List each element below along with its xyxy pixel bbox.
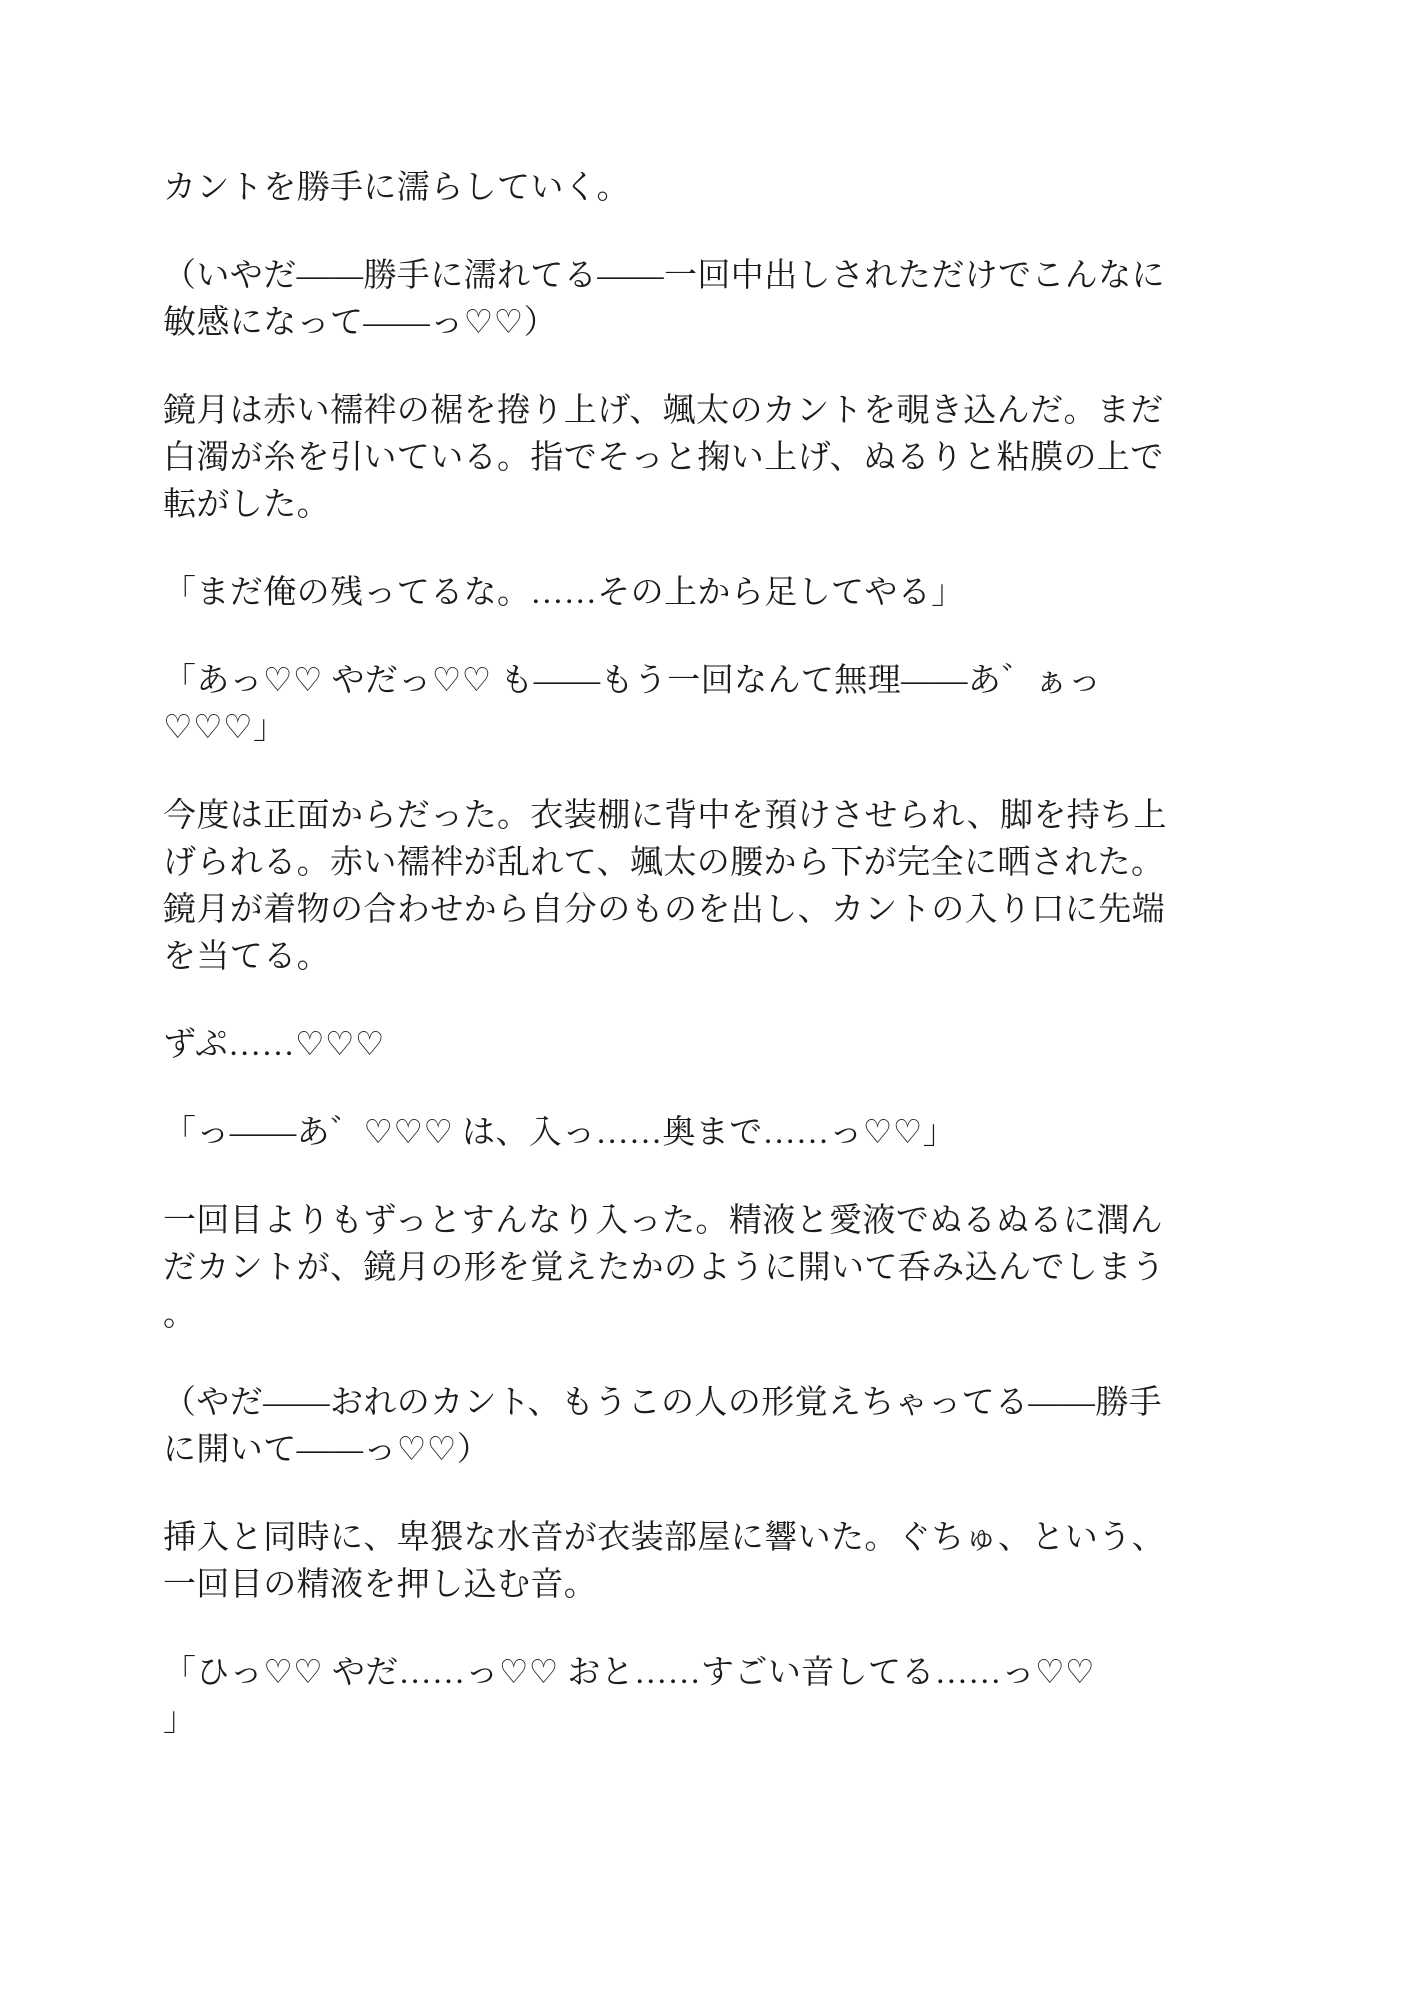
- text-line: カントを勝手に濡らしていく。: [163, 170, 630, 206]
- text-line: 鏡月が着物の合わせから自分のものを出し、カントの入り口に先端: [163, 892, 1165, 928]
- text-line: 。: [163, 1297, 197, 1333]
- text-line: に開いて——っ♡♡）: [163, 1432, 491, 1468]
- text-line: だカントが、鏡月の形を覚えたかのように開いて呑み込んでしまう: [163, 1250, 1165, 1286]
- text-line: （いやだ——勝手に濡れてる——一回中出しされただけでこんなに: [163, 258, 1165, 294]
- text-line: 挿入と同時に、卑猥な水音が衣装部屋に響いた。ぐちゅ、という、: [163, 1520, 1165, 1556]
- text-line: を当てる。: [163, 939, 330, 975]
- text-line: ♡♡♡」: [163, 710, 287, 746]
- text-line: 敏感になって——っ♡♡）: [163, 305, 557, 341]
- text-line: ずぷ……♡♡♡: [163, 1027, 385, 1063]
- text-line: 一回目の精液を押し込む音。: [163, 1567, 598, 1603]
- text-line: 」: [163, 1702, 197, 1738]
- text-line: 「あっ♡♡ やだっ♡♡ も——もう一回なんて無理——あ゛ぁっ: [163, 663, 1102, 699]
- text-line: 今度は正面からだった。衣装棚に背中を預けさせられ、脚を持ち上: [163, 798, 1167, 834]
- text-line: （やだ——おれのカント、もうこの人の形覚えちゃってる——勝手: [163, 1385, 1163, 1421]
- text-line: 転がした。: [163, 487, 330, 523]
- text-line: 鏡月は赤い襦袢の裾を捲り上げ、颯太のカントを覗き込んだ。まだ: [163, 393, 1164, 429]
- text-line: 「ひっ♡♡ やだ……っ♡♡ おと……すごい音してる……っ♡♡: [163, 1655, 1096, 1691]
- text-line: 「まだ俺の残ってるな。……その上から足してやる」: [163, 575, 965, 611]
- text-column: [163, 165, 1173, 1777]
- text-line: げられる。赤い襦袢が乱れて、颯太の腰から下が完全に晒された。: [163, 845, 1165, 881]
- paragraph-narration: [163, 165, 1173, 212]
- text-line: 「っ——あ゛♡♡♡ は、入っ……奥まで……っ♡♡」: [163, 1115, 957, 1151]
- text-line: 白濁が糸を引いている。指でそっと掬い上げ、ぬるりと粘膜の上で: [163, 440, 1164, 476]
- text-line: 一回目よりもずっとすんなり入った。精液と愛液でぬるぬるに潤ん: [163, 1203, 1164, 1239]
